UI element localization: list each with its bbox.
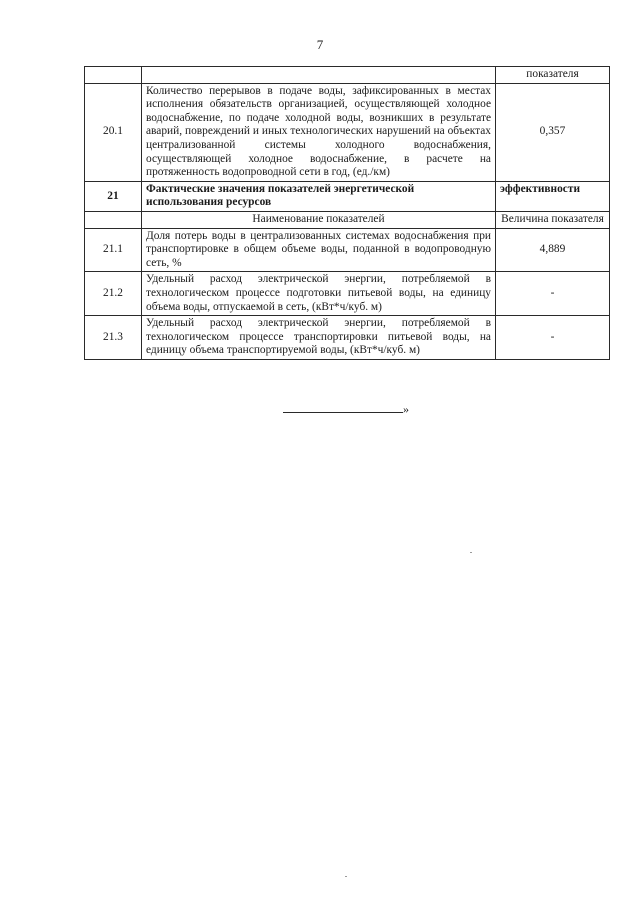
- table-cell-empty: [85, 211, 142, 228]
- section-title-main: [142, 181, 496, 211]
- closing-quote: »: [403, 402, 409, 416]
- section-title-line2: использования ресурсов: [146, 196, 272, 209]
- table-cell-empty: [85, 67, 142, 84]
- indicators-table: [84, 66, 610, 360]
- closing-line: [283, 401, 409, 417]
- table-row: [85, 272, 610, 316]
- indicator-value: -: [496, 272, 610, 316]
- table-row: [85, 67, 610, 84]
- table-row: [85, 316, 610, 360]
- indicator-name: Количество перерывов в подаче воды, зафиксированных в местах исполнения обязательств организацией, осуществляющей холодное водоснабжение, по подаче холодной воды, возникших в результате аварий, повреждений и иных технологических нарушений на объектах централизованной системы холодного водоснабжения, осуществляющей холодное водоснабжение, в расчете на протяженность водопроводной сети в год, (ед./км): [142, 83, 496, 181]
- indicator-value: 0,357: [496, 83, 610, 181]
- column-header-value: Величина показателя: [496, 211, 610, 228]
- table-row: [85, 83, 610, 181]
- indicator-name: Удельный расход электрической энергии, потребляемой в технологическом процессе подготовки питьевой воды, на единицу объема воды, отпускаемой в сеть, (кВт*ч/куб. м): [142, 272, 496, 316]
- section-title-continuation: эффективности: [496, 181, 610, 211]
- page-number: 7: [316, 37, 324, 52]
- subheader-row: [85, 211, 610, 228]
- row-number: 21.1: [85, 228, 142, 272]
- table-cell-empty: [142, 67, 496, 84]
- section-header-row: [85, 181, 610, 211]
- row-number: 20.1: [85, 83, 142, 181]
- section-title-line1: Фактические значения показателей энергетической: [146, 182, 415, 195]
- table-row: [85, 228, 610, 272]
- indicator-value: -: [496, 316, 610, 360]
- indicator-name: Удельный расход электрической энергии, потребляемой в технологическом процессе транспортировки питьевой воды, на единицу объема транспортируемой воды, (кВт*ч/куб. м): [142, 316, 496, 360]
- value-column-header-fragment: показателя: [496, 67, 610, 84]
- column-header-name: Наименование показателей: [142, 211, 496, 228]
- row-number: 21.2: [85, 272, 142, 316]
- scan-speck: [345, 876, 347, 877]
- indicator-value: 4,889: [496, 228, 610, 272]
- indicator-name: Доля потерь воды в централизованных системах водоснабжения при транспортировке в общем объеме воды, поданной в водопроводную сеть, %: [142, 228, 496, 272]
- closing-rule: [283, 401, 403, 413]
- scan-speck: [470, 552, 472, 553]
- row-number: 21.3: [85, 316, 142, 360]
- section-number: 21: [85, 181, 142, 211]
